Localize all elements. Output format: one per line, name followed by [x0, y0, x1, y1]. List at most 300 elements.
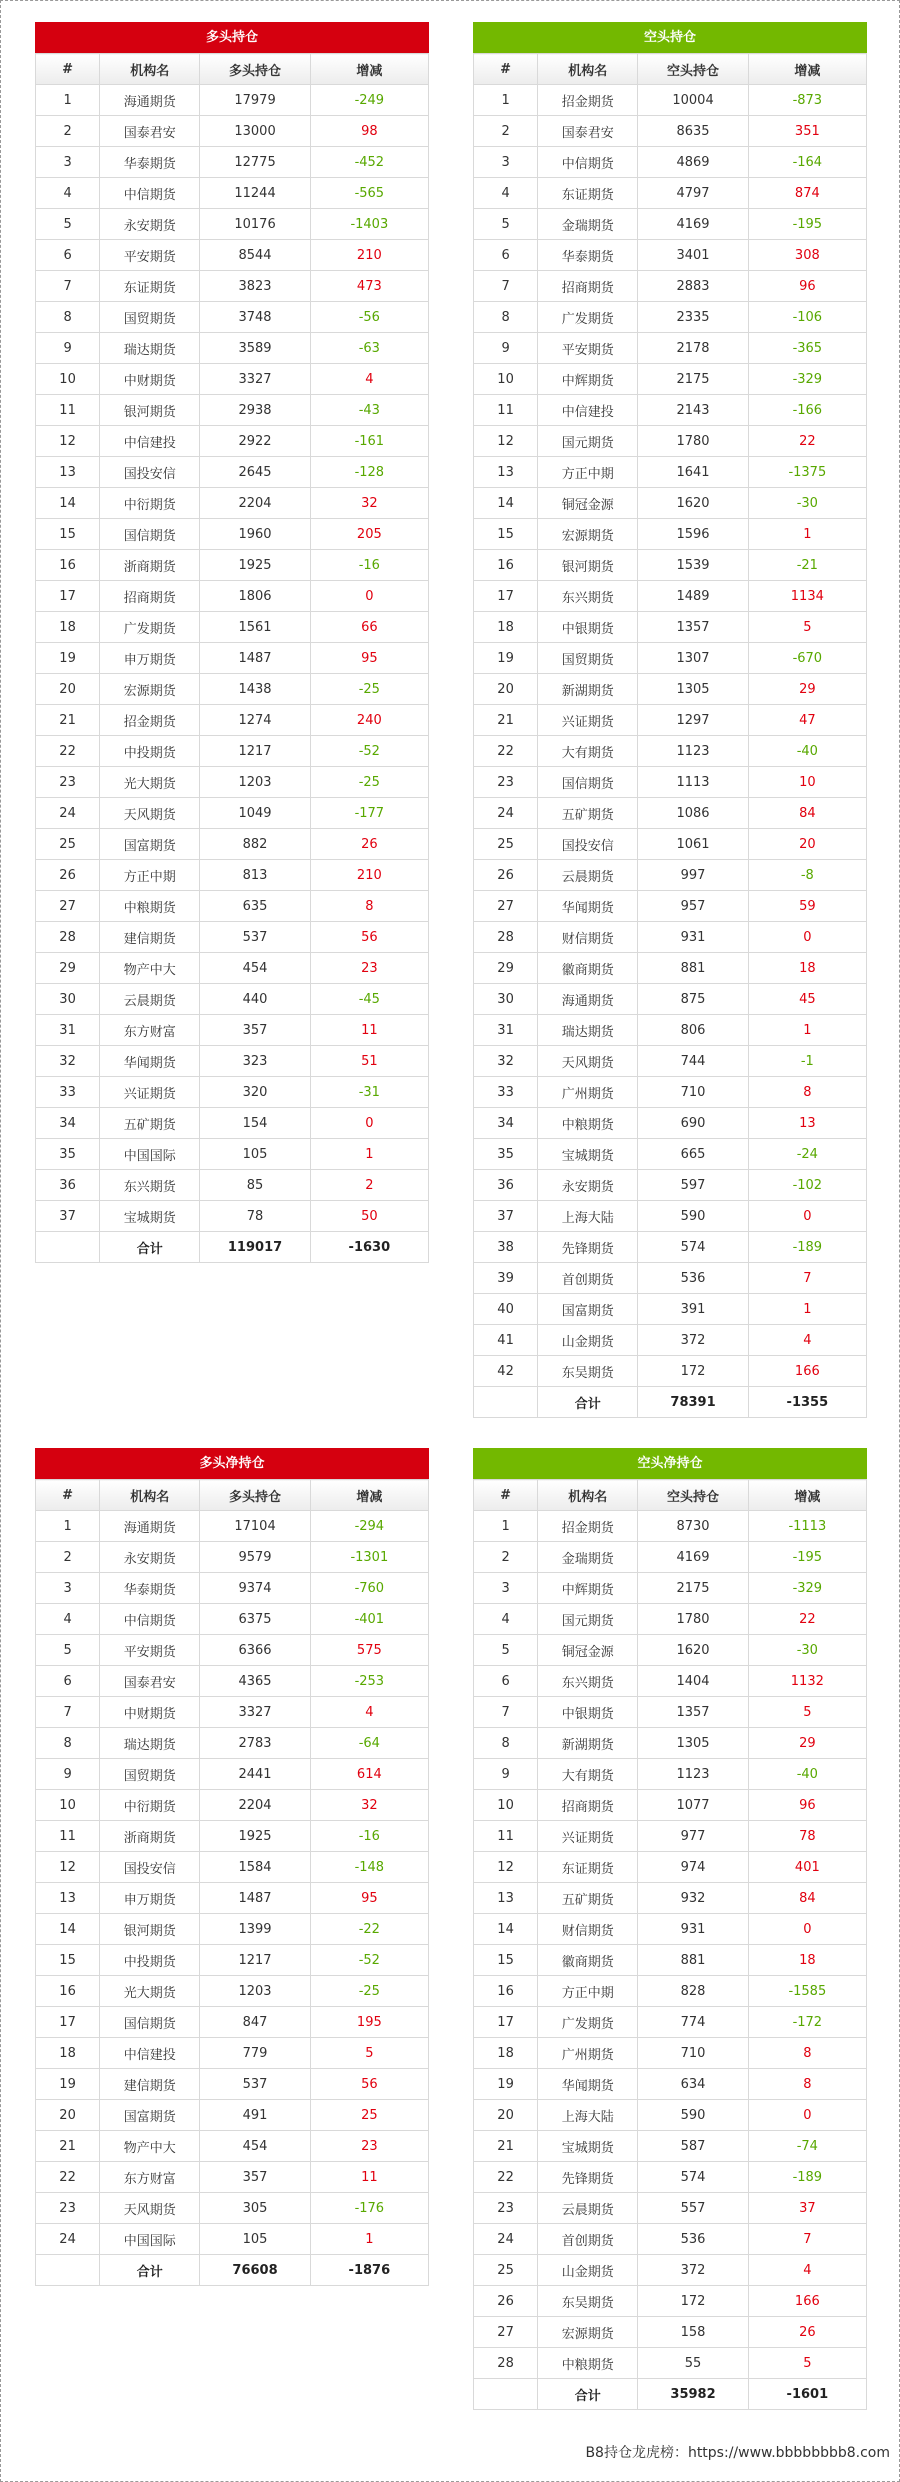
- holdings-cell: 2938: [200, 395, 310, 426]
- table-row: [474, 240, 867, 271]
- table-row: [474, 519, 867, 550]
- holdings-cell: 323: [200, 1046, 310, 1077]
- holdings-cell: 1780: [638, 426, 748, 457]
- change-cell: -166: [748, 395, 866, 426]
- change-cell: -25: [310, 1976, 428, 2007]
- total-blank-cell: [474, 1387, 538, 1418]
- table-row: [474, 891, 867, 922]
- total-blank-cell: [474, 2379, 538, 2410]
- change-cell: 575: [310, 1635, 428, 1666]
- rank-cell: 11: [474, 395, 538, 426]
- holdings-cell: 172: [638, 2286, 748, 2317]
- rank-cell: 18: [36, 2038, 100, 2069]
- institution-cell: 银河期货: [100, 395, 200, 426]
- change-cell: -670: [748, 643, 866, 674]
- table-row: [474, 1697, 867, 1728]
- institution-cell: 大有期货: [538, 736, 638, 767]
- rank-cell: 18: [474, 2038, 538, 2069]
- change-cell: 5: [748, 2348, 866, 2379]
- holdings-cell: 3589: [200, 333, 310, 364]
- rank-cell: 27: [36, 891, 100, 922]
- institution-cell: 中辉期货: [538, 364, 638, 395]
- holdings-column-header: 多头持仓: [200, 1480, 310, 1511]
- institution-cell: 招商期货: [100, 581, 200, 612]
- institution-cell: 方正中期: [538, 457, 638, 488]
- holdings-cell: 357: [200, 2162, 310, 2193]
- institution-cell: 天风期货: [538, 1046, 638, 1077]
- table-row: [474, 2255, 867, 2286]
- table-row: [36, 488, 429, 519]
- change-cell: -40: [748, 1759, 866, 1790]
- holdings-cell: 305: [200, 2193, 310, 2224]
- change-cell: 473: [310, 271, 428, 302]
- institution-cell: 先锋期货: [538, 1232, 638, 1263]
- change-cell: 51: [310, 1046, 428, 1077]
- rank-cell: 18: [474, 612, 538, 643]
- table-row: [36, 364, 429, 395]
- change-cell: -329: [748, 1573, 866, 1604]
- change-cell: 4: [748, 2255, 866, 2286]
- rank-cell: 9: [474, 1759, 538, 1790]
- table-row: [36, 612, 429, 643]
- institution-cell: 中国国际: [100, 1139, 200, 1170]
- total-holdings-cell: 78391: [638, 1387, 748, 1418]
- rank-cell: 7: [474, 271, 538, 302]
- holdings-cell: 977: [638, 1821, 748, 1852]
- table-row: [474, 1666, 867, 1697]
- change-cell: -31: [310, 1077, 428, 1108]
- holdings-cell: 710: [638, 1077, 748, 1108]
- change-cell: -329: [748, 364, 866, 395]
- institution-cell: 海通期货: [100, 1511, 200, 1542]
- rank-cell: 15: [36, 1945, 100, 1976]
- change-cell: 8: [310, 891, 428, 922]
- institution-cell: 财信期货: [538, 1914, 638, 1945]
- holdings-cell: 2783: [200, 1728, 310, 1759]
- table-row: [474, 271, 867, 302]
- change-cell: -128: [310, 457, 428, 488]
- institution-column-header: 机构名: [538, 1480, 638, 1511]
- institution-cell: 招金期货: [100, 705, 200, 736]
- table-row: [474, 1139, 867, 1170]
- institution-cell: 瑞达期货: [538, 1015, 638, 1046]
- rank-cell: 13: [36, 457, 100, 488]
- institution-cell: 东吴期货: [538, 2286, 638, 2317]
- change-cell: 56: [310, 922, 428, 953]
- rank-cell: 22: [36, 2162, 100, 2193]
- holdings-cell: 2178: [638, 333, 748, 364]
- rank-cell: 15: [474, 519, 538, 550]
- footer-source-link[interactable]: B8持仓龙虎榜：https://www.bbbbbbbb8.com: [585, 2445, 890, 2461]
- holdings-cell: 1641: [638, 457, 748, 488]
- holdings-cell: 3748: [200, 302, 310, 333]
- table-row: [36, 240, 429, 271]
- institution-cell: 永安期货: [100, 1542, 200, 1573]
- change-cell: 96: [748, 1790, 866, 1821]
- long-net-holdings-table: [35, 1448, 429, 2286]
- holdings-cell: 105: [200, 2224, 310, 2255]
- table-title: 空头净持仓: [473, 1448, 867, 1479]
- rank-cell: 14: [474, 1914, 538, 1945]
- institution-cell: 广发期货: [538, 2007, 638, 2038]
- rank-column-header: #: [474, 1480, 538, 1511]
- rank-cell: 38: [474, 1232, 538, 1263]
- table-row: [36, 984, 429, 1015]
- change-cell: 401: [748, 1852, 866, 1883]
- change-cell: -25: [310, 674, 428, 705]
- institution-cell: 云晨期货: [538, 2193, 638, 2224]
- table-row: [36, 1139, 429, 1170]
- change-cell: 18: [748, 1945, 866, 1976]
- holdings-cell: 590: [638, 2100, 748, 2131]
- change-cell: 22: [748, 426, 866, 457]
- rank-cell: 16: [36, 550, 100, 581]
- holdings-cell: 3401: [638, 240, 748, 271]
- rank-cell: 11: [474, 1821, 538, 1852]
- change-cell: 0: [748, 1914, 866, 1945]
- table-row: [36, 1201, 429, 1232]
- rank-cell: 4: [36, 1604, 100, 1635]
- change-cell: 25: [310, 2100, 428, 2131]
- institution-cell: 中信期货: [538, 147, 638, 178]
- rank-cell: 13: [474, 1883, 538, 1914]
- table-row: [474, 426, 867, 457]
- table-row: [474, 2007, 867, 2038]
- holdings-cell: 2645: [200, 457, 310, 488]
- change-cell: -40: [748, 736, 866, 767]
- rank-cell: 16: [474, 550, 538, 581]
- rank-cell: 21: [474, 2131, 538, 2162]
- change-cell: 20: [748, 829, 866, 860]
- institution-cell: 华闻期货: [100, 1046, 200, 1077]
- rank-cell: 25: [474, 829, 538, 860]
- holdings-cell: 665: [638, 1139, 748, 1170]
- holdings-cell: 1049: [200, 798, 310, 829]
- rank-cell: 28: [474, 2348, 538, 2379]
- institution-cell: 山金期货: [538, 2255, 638, 2286]
- holdings-cell: 158: [638, 2317, 748, 2348]
- holdings-cell: 828: [638, 1976, 748, 2007]
- rank-cell: 5: [474, 1635, 538, 1666]
- long-holdings-table: [35, 22, 429, 1263]
- institution-cell: 首创期货: [538, 2224, 638, 2255]
- rank-cell: 27: [474, 2317, 538, 2348]
- table-row: [36, 643, 429, 674]
- holdings-column-header: 空头持仓: [638, 1480, 748, 1511]
- rank-cell: 41: [474, 1325, 538, 1356]
- holdings-cell: 440: [200, 984, 310, 1015]
- holdings-cell: 1203: [200, 1976, 310, 2007]
- change-cell: -16: [310, 550, 428, 581]
- rank-cell: 4: [474, 1604, 538, 1635]
- institution-cell: 平安期货: [100, 240, 200, 271]
- change-cell: -176: [310, 2193, 428, 2224]
- institution-cell: 东吴期货: [538, 1356, 638, 1387]
- institution-cell: 国信期货: [538, 767, 638, 798]
- table-row: [36, 457, 429, 488]
- rank-cell: 5: [474, 209, 538, 240]
- change-cell: -195: [748, 209, 866, 240]
- table-row: [474, 2100, 867, 2131]
- rank-cell: 6: [474, 240, 538, 271]
- institution-cell: 银河期货: [100, 1914, 200, 1945]
- change-cell: -177: [310, 798, 428, 829]
- change-cell: -106: [748, 302, 866, 333]
- change-cell: -365: [748, 333, 866, 364]
- rank-cell: 12: [474, 426, 538, 457]
- institution-cell: 国元期货: [538, 426, 638, 457]
- rank-cell: 3: [36, 147, 100, 178]
- change-cell: -249: [310, 85, 428, 116]
- change-cell: -74: [748, 2131, 866, 2162]
- table-row: [36, 1666, 429, 1697]
- holdings-cell: 1584: [200, 1852, 310, 1883]
- holdings-table: [35, 53, 429, 1263]
- change-column-header: 增减: [310, 1480, 428, 1511]
- table-row: [36, 85, 429, 116]
- rank-cell: 23: [36, 2193, 100, 2224]
- institution-cell: 上海大陆: [538, 2100, 638, 2131]
- table-row: [36, 2007, 429, 2038]
- holdings-cell: 881: [638, 953, 748, 984]
- table-row: [474, 116, 867, 147]
- holdings-cell: 172: [638, 1356, 748, 1387]
- holdings-cell: 13000: [200, 116, 310, 147]
- institution-cell: 中信期货: [100, 1604, 200, 1635]
- rank-cell: 2: [36, 116, 100, 147]
- holdings-cell: 744: [638, 1046, 748, 1077]
- table-row: [36, 147, 429, 178]
- rank-cell: 2: [474, 116, 538, 147]
- table-row: [474, 1015, 867, 1046]
- change-cell: -63: [310, 333, 428, 364]
- institution-cell: 海通期货: [100, 85, 200, 116]
- holdings-cell: 1077: [638, 1790, 748, 1821]
- change-cell: 22: [748, 1604, 866, 1635]
- table-row: [36, 922, 429, 953]
- institution-cell: 国富期货: [100, 2100, 200, 2131]
- holdings-cell: 1113: [638, 767, 748, 798]
- change-cell: 1134: [748, 581, 866, 612]
- institution-cell: 广州期货: [538, 1077, 638, 1108]
- holdings-cell: 537: [200, 2069, 310, 2100]
- change-cell: -760: [310, 1573, 428, 1604]
- table-row: [36, 798, 429, 829]
- table-row: [474, 829, 867, 860]
- holdings-cell: 1123: [638, 736, 748, 767]
- header-row: [474, 54, 867, 85]
- rank-cell: 10: [36, 364, 100, 395]
- rank-cell: 14: [36, 1914, 100, 1945]
- institution-cell: 光大期货: [100, 1976, 200, 2007]
- table-row: [474, 2224, 867, 2255]
- table-row: [474, 1759, 867, 1790]
- change-cell: 210: [310, 860, 428, 891]
- institution-cell: 国投安信: [100, 1852, 200, 1883]
- change-cell: -164: [748, 147, 866, 178]
- institution-cell: 中信期货: [100, 178, 200, 209]
- rank-cell: 14: [36, 488, 100, 519]
- holdings-cell: 9579: [200, 1542, 310, 1573]
- holdings-cell: 997: [638, 860, 748, 891]
- rank-cell: 35: [36, 1139, 100, 1170]
- rank-cell: 20: [474, 674, 538, 705]
- institution-cell: 中银期货: [538, 1697, 638, 1728]
- holdings-cell: 154: [200, 1108, 310, 1139]
- rank-cell: 29: [474, 953, 538, 984]
- total-label-cell: 合计: [538, 2379, 638, 2410]
- holdings-cell: 4365: [200, 1666, 310, 1697]
- holdings-cell: 574: [638, 2162, 748, 2193]
- institution-cell: 物产中大: [100, 2131, 200, 2162]
- rank-cell: 33: [36, 1077, 100, 1108]
- change-cell: 4: [310, 364, 428, 395]
- institution-cell: 东证期货: [538, 1852, 638, 1883]
- table-row: [36, 1511, 429, 1542]
- institution-cell: 浙商期货: [100, 550, 200, 581]
- change-cell: -195: [748, 1542, 866, 1573]
- rank-cell: 23: [474, 767, 538, 798]
- institution-cell: 中财期货: [100, 1697, 200, 1728]
- change-cell: 308: [748, 240, 866, 271]
- institution-cell: 浙商期货: [100, 1821, 200, 1852]
- table-row: [36, 395, 429, 426]
- institution-cell: 中信建投: [538, 395, 638, 426]
- table-row: [36, 209, 429, 240]
- institution-cell: 华闻期货: [538, 2069, 638, 2100]
- rank-cell: 16: [36, 1976, 100, 2007]
- rank-cell: 36: [36, 1170, 100, 1201]
- institution-cell: 宏源期货: [538, 519, 638, 550]
- change-cell: 0: [310, 1108, 428, 1139]
- table-row: [36, 860, 429, 891]
- institution-cell: 五矿期货: [538, 798, 638, 829]
- rank-cell: 5: [36, 1635, 100, 1666]
- table-row: [36, 2069, 429, 2100]
- holdings-cell: 1357: [638, 1697, 748, 1728]
- institution-cell: 徽商期货: [538, 953, 638, 984]
- rank-cell: 23: [36, 767, 100, 798]
- total-row: [36, 1232, 429, 1263]
- institution-cell: 国贸期货: [100, 302, 200, 333]
- holdings-cell: 1925: [200, 1821, 310, 1852]
- change-cell: 23: [310, 2131, 428, 2162]
- rank-cell: 34: [36, 1108, 100, 1139]
- change-cell: 0: [748, 1201, 866, 1232]
- table-row: [474, 178, 867, 209]
- rank-cell: 19: [474, 2069, 538, 2100]
- rank-cell: 20: [474, 2100, 538, 2131]
- change-column-header: 增减: [748, 1480, 866, 1511]
- rank-cell: 11: [36, 395, 100, 426]
- holdings-cell: 774: [638, 2007, 748, 2038]
- total-blank-cell: [36, 2255, 100, 2286]
- change-cell: 195: [310, 2007, 428, 2038]
- table-row: [474, 1542, 867, 1573]
- change-cell: 0: [310, 581, 428, 612]
- table-row: [36, 1883, 429, 1914]
- rank-cell: 32: [36, 1046, 100, 1077]
- table-row: [474, 984, 867, 1015]
- holdings-cell: 557: [638, 2193, 748, 2224]
- rank-cell: 31: [474, 1015, 538, 1046]
- table-row: [474, 1232, 867, 1263]
- rank-cell: 4: [36, 178, 100, 209]
- change-cell: -30: [748, 488, 866, 519]
- rank-cell: 21: [36, 705, 100, 736]
- institution-cell: 东证期货: [100, 271, 200, 302]
- holdings-cell: 1620: [638, 1635, 748, 1666]
- change-cell: 26: [748, 2317, 866, 2348]
- holdings-cell: 875: [638, 984, 748, 1015]
- holdings-cell: 1404: [638, 1666, 748, 1697]
- change-cell: 205: [310, 519, 428, 550]
- holdings-cell: 85: [200, 1170, 310, 1201]
- change-cell: 4: [748, 1325, 866, 1356]
- total-change-cell: -1876: [310, 2255, 428, 2286]
- institution-cell: 华闻期货: [538, 891, 638, 922]
- holdings-cell: 454: [200, 2131, 310, 2162]
- rank-cell: 7: [36, 1697, 100, 1728]
- change-cell: 37: [748, 2193, 866, 2224]
- rank-cell: 36: [474, 1170, 538, 1201]
- change-cell: 95: [310, 1883, 428, 1914]
- table-row: [36, 116, 429, 147]
- institution-cell: 招商期货: [538, 271, 638, 302]
- holdings-cell: 881: [638, 1945, 748, 1976]
- change-cell: -565: [310, 178, 428, 209]
- holdings-cell: 1399: [200, 1914, 310, 1945]
- institution-cell: 中国国际: [100, 2224, 200, 2255]
- table-row: [36, 1759, 429, 1790]
- change-cell: 1: [310, 2224, 428, 2255]
- rank-cell: 7: [36, 271, 100, 302]
- table-title: 多头持仓: [35, 22, 429, 53]
- table-row: [36, 1697, 429, 1728]
- holdings-cell: 1487: [200, 1883, 310, 1914]
- change-cell: 1: [748, 1015, 866, 1046]
- holdings-cell: 2175: [638, 1573, 748, 1604]
- holdings-cell: 1487: [200, 643, 310, 674]
- institution-cell: 大有期货: [538, 1759, 638, 1790]
- holdings-cell: 105: [200, 1139, 310, 1170]
- institution-cell: 宝城期货: [100, 1201, 200, 1232]
- table-row: [474, 1914, 867, 1945]
- holdings-cell: 710: [638, 2038, 748, 2069]
- rank-cell: 9: [474, 333, 538, 364]
- holdings-cell: 320: [200, 1077, 310, 1108]
- change-cell: -1375: [748, 457, 866, 488]
- holdings-cell: 1357: [638, 612, 748, 643]
- total-change-cell: -1355: [748, 1387, 866, 1418]
- institution-cell: 平安期货: [538, 333, 638, 364]
- rank-cell: 3: [474, 1573, 538, 1604]
- rank-cell: 35: [474, 1139, 538, 1170]
- rank-cell: 31: [36, 1015, 100, 1046]
- change-cell: 614: [310, 1759, 428, 1790]
- rank-cell: 15: [474, 1945, 538, 1976]
- holdings-cell: 1274: [200, 705, 310, 736]
- holdings-cell: 17104: [200, 1511, 310, 1542]
- change-cell: 56: [310, 2069, 428, 2100]
- holdings-cell: 1780: [638, 1604, 748, 1635]
- table-row: [474, 550, 867, 581]
- institution-cell: 方正中期: [100, 860, 200, 891]
- total-row: [474, 2379, 867, 2410]
- table-row: [36, 2100, 429, 2131]
- institution-cell: 首创期货: [538, 1263, 638, 1294]
- rank-cell: 17: [474, 581, 538, 612]
